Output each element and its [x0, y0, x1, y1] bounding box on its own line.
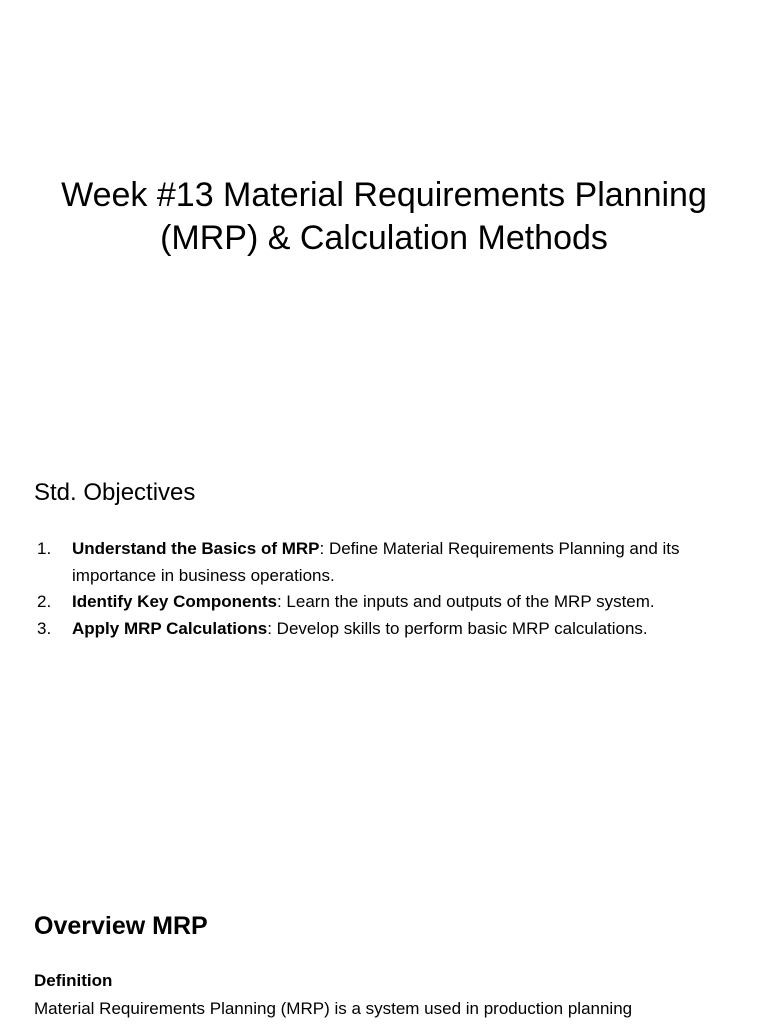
objective-term: Understand the Basics of MRP	[72, 539, 320, 558]
page-title-line-1: Week #13 Material Requirements Planning	[61, 176, 707, 214]
objective-term: Identify Key Components	[72, 592, 277, 611]
objective-number: 1.	[37, 539, 52, 558]
objective-text: : Develop skills to perform basic MRP calculations.	[267, 618, 648, 638]
objective-term: Apply MRP Calculations	[72, 618, 268, 638]
objective-item	[34, 616, 754, 643]
definition-text: Material Requirements Planning (MRP) is a system used in production planning	[34, 999, 633, 1018]
objective-text: : Define Material Requirements Planning and its importance in business operations.	[72, 539, 680, 585]
objectives-heading: Std. Objectives	[34, 479, 196, 506]
objective-text: : Learn the inputs and outputs of the MRP system.	[276, 592, 655, 611]
objectives-list	[34, 536, 754, 642]
objective-number: 2.	[37, 592, 52, 611]
objective-item	[34, 589, 754, 616]
definition-heading: Definition	[34, 971, 113, 990]
page-title	[0, 174, 768, 260]
objective-item	[34, 536, 754, 589]
overview-heading: Overview MRP	[34, 912, 208, 940]
objective-number: 3.	[37, 618, 52, 638]
page-title-line-2: (MRP) & Calculation Methods	[160, 219, 608, 257]
